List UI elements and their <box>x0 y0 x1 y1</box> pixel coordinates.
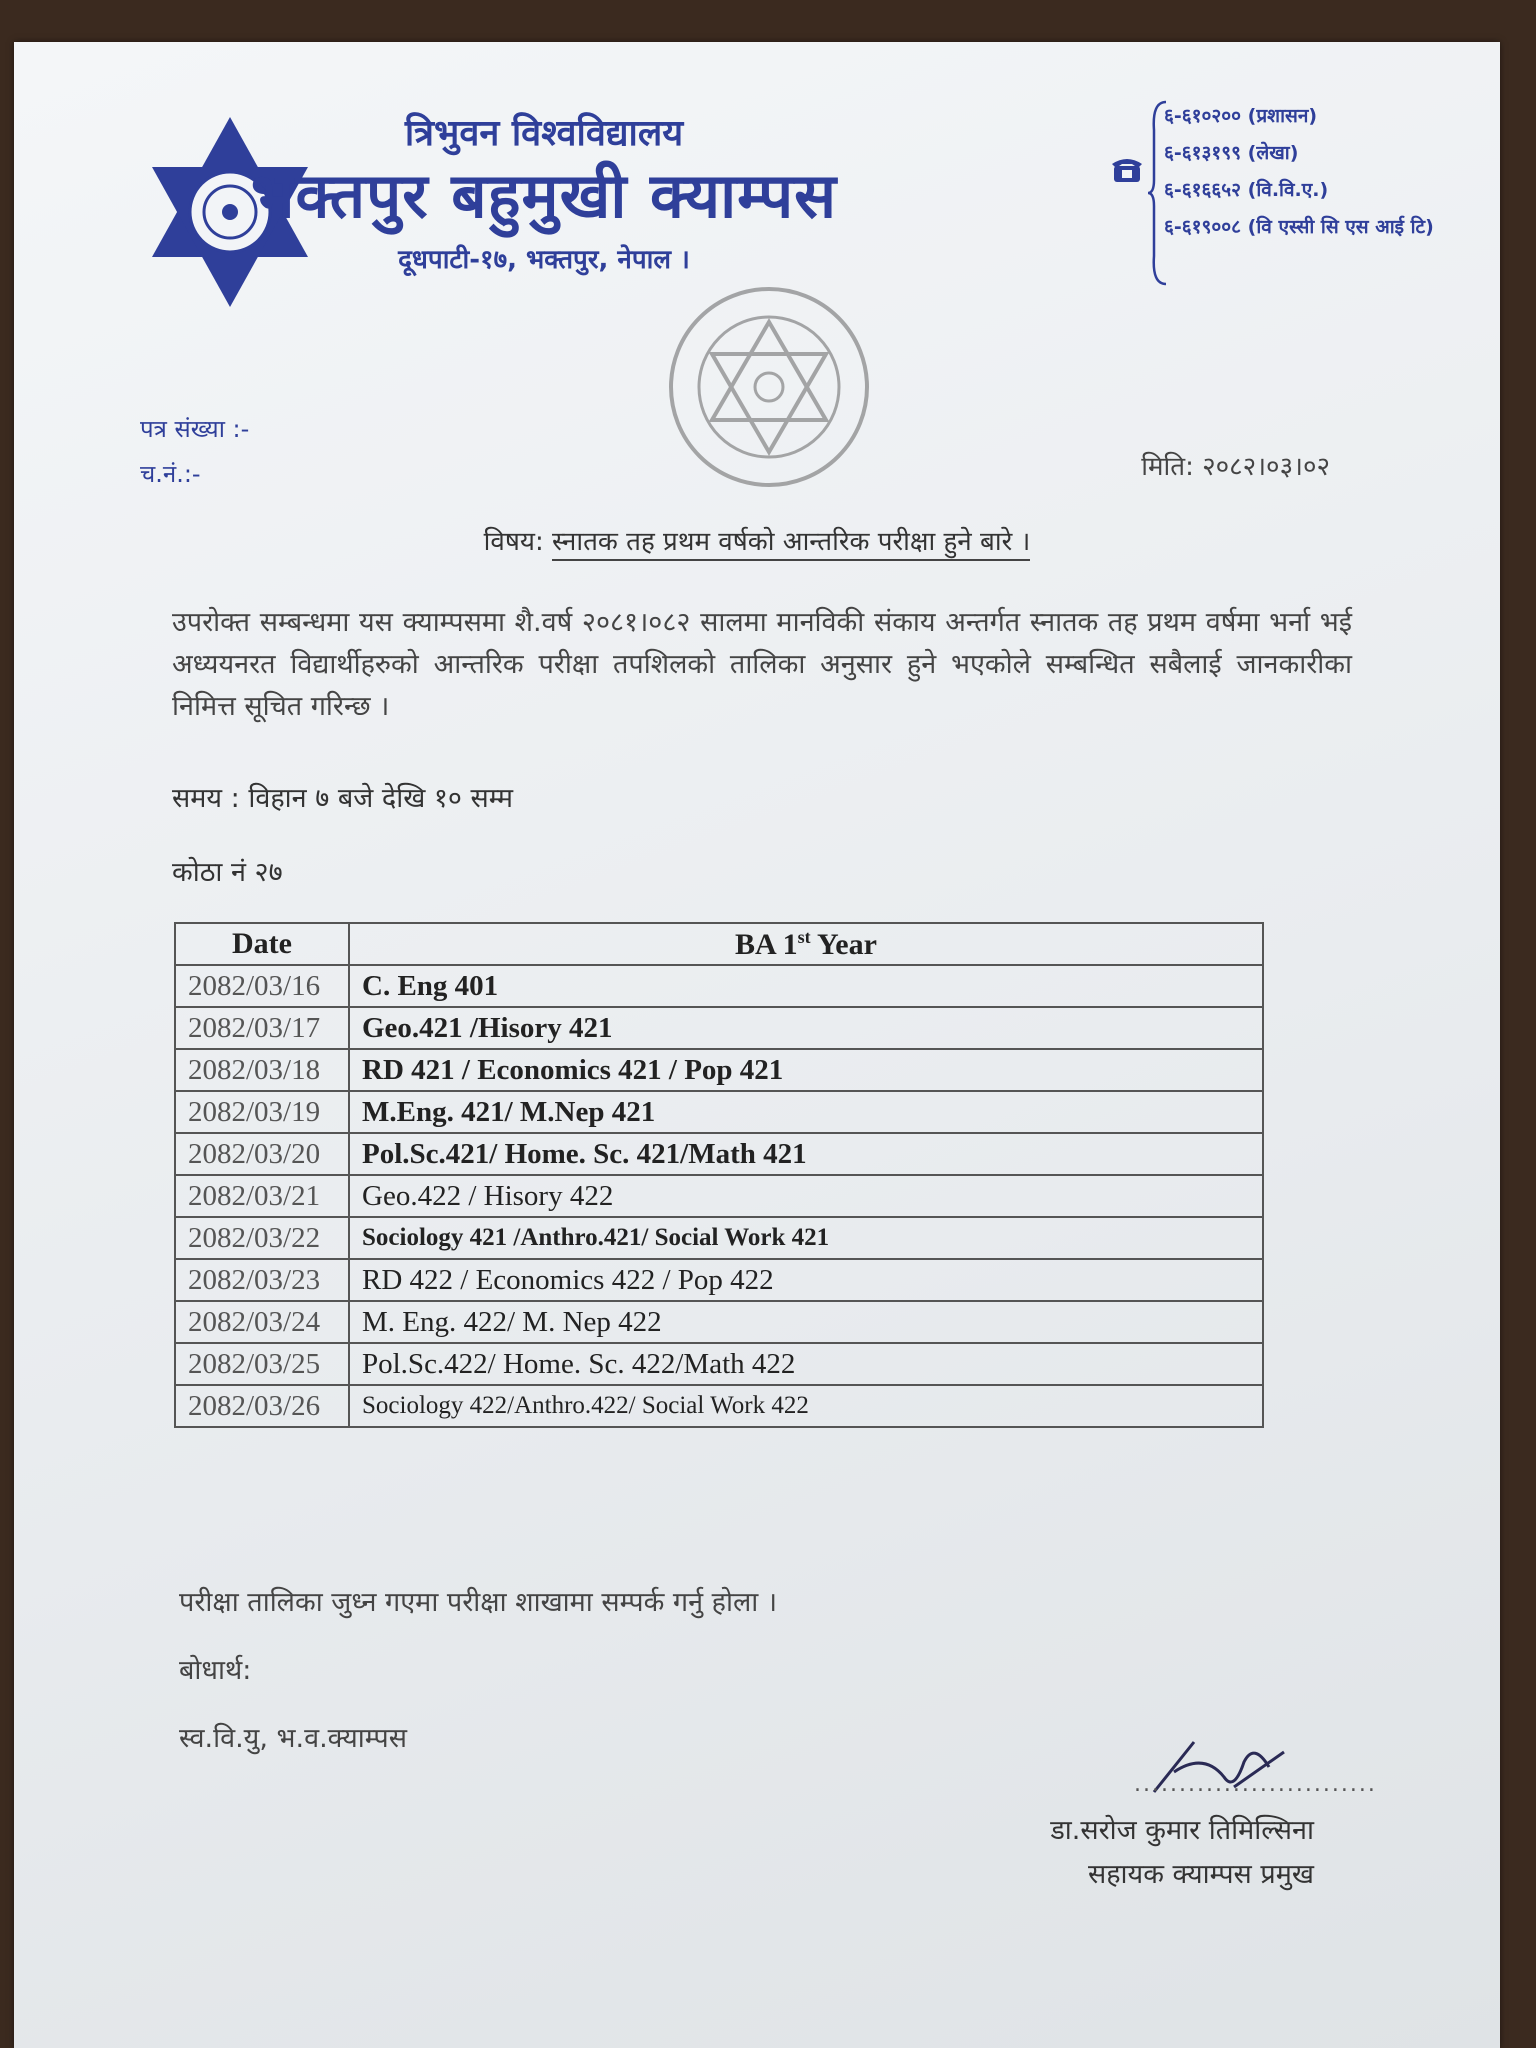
campus-name: भक्तपुर बहुमुखी क्याम्पस <box>250 159 838 232</box>
column-header-date: Date <box>175 923 349 965</box>
table-header-row <box>175 923 1263 965</box>
table-row <box>175 965 1263 1007</box>
table-row <box>175 1217 1263 1259</box>
column-header-course <box>349 923 1263 965</box>
row-subject: Geo.421 /Hisory 421 <box>349 1007 1263 1049</box>
subject-label: विषय: <box>483 527 544 557</box>
row-date: 2082/03/22 <box>175 1217 349 1259</box>
row-subject: RD 422 / Economics 422 / Pop 422 <box>349 1259 1263 1301</box>
table-row <box>175 1175 1263 1217</box>
phone-bba: ६-६१६६५२ (वि.वि.ए.) <box>1164 179 1329 201</box>
course-suffix: Year <box>816 927 877 961</box>
phone-list <box>1164 98 1434 246</box>
subject-text: स्नातक तह प्रथम वर्षको आन्तरिक परीक्षा हुने बारे । <box>552 527 1030 561</box>
row-date: 2082/03/25 <box>175 1343 349 1385</box>
table-row <box>175 1385 1263 1427</box>
table-row <box>175 1301 1263 1343</box>
letter-date: मिति: २०८२।०३।०२ <box>1141 452 1330 482</box>
letter-body: उपरोक्त सम्बन्धमा यस क्याम्पसमा शै.वर्ष २०८१।०८२ सालमा मानविकी संकाय अन्तर्गत स्नातक तह प्रथम वर्षमा भर्ना भई अध्ययनरत विद्यार्थीहरुको आन्तरिक परीक्षा तपशिलको तालिका अनुसार हुने भएकोले सम्बन्धित सबैलाई जानकारीका निमित्त सूचित गरिन्छ । <box>172 607 1352 722</box>
row-date: 2082/03/26 <box>175 1385 349 1427</box>
row-subject: M. Eng. 422/ M. Nep 422 <box>349 1301 1263 1343</box>
table-row <box>175 1049 1263 1091</box>
phone-bsccsit: ६-६१९००८ (वि एस्सी सि एस आई टि) <box>1164 216 1434 238</box>
signature-line: ........................... <box>1134 1772 1377 1797</box>
course-prefix: BA 1 <box>735 927 798 961</box>
cc-recipient: स्व.वि.यु, भ.व.क्याम्पस <box>179 1723 407 1754</box>
table-row <box>175 1091 1263 1133</box>
row-date: 2082/03/24 <box>175 1301 349 1343</box>
row-subject: RD 421 / Economics 421 / Pop 421 <box>349 1049 1263 1091</box>
table-row <box>175 1259 1263 1301</box>
phone-accounts: ६-६१३१९९ (लेखा) <box>1164 142 1299 164</box>
row-subject: Sociology 421 /Anthro.421/ Social Work 421 <box>349 1217 1263 1259</box>
exam-room: कोठा नं २७ <box>172 857 283 888</box>
schedule-clash-note: परीक्षा तालिका जुध्न गएमा परीक्षा शाखामा सम्पर्क गर्नु होला । <box>179 1587 778 1618</box>
exam-schedule-table <box>174 922 1264 1428</box>
row-subject: Sociology 422/Anthro.422/ Social Work 422 <box>349 1385 1263 1427</box>
reference-number-label: पत्र संख्या :- <box>140 415 250 443</box>
signer-title: सहायक क्याम्पस प्रमुख <box>1087 1859 1314 1890</box>
subject-line <box>14 522 1500 558</box>
row-subject: Geo.422 / Hisory 422 <box>349 1175 1263 1217</box>
university-name: त्रिभुवन विश्वविद्यालय <box>404 113 684 154</box>
row-date: 2082/03/16 <box>175 965 349 1007</box>
row-date: 2082/03/17 <box>175 1007 349 1049</box>
course-superscript: st <box>797 926 811 947</box>
row-date: 2082/03/20 <box>175 1133 349 1175</box>
row-subject: Pol.Sc.422/ Home. Sc. 422/Math 422 <box>349 1343 1263 1385</box>
exam-time: समय : विहान ७ बजे देखि १० सम्म <box>172 783 514 814</box>
dispatch-number-label: च.नं.:- <box>140 460 201 488</box>
telephone-icon <box>1110 152 1144 186</box>
phone-admin: ६-६१०२०० (प्रशासन) <box>1164 105 1318 127</box>
letter-paper <box>14 42 1500 2048</box>
row-subject: M.Eng. 421/ M.Nep 421 <box>349 1091 1263 1133</box>
row-date: 2082/03/23 <box>175 1259 349 1301</box>
signer-name: डा.सरोज कुमार तिमिल्सिना <box>1050 1815 1314 1846</box>
table-row <box>175 1007 1263 1049</box>
row-subject: C. Eng 401 <box>349 965 1263 1007</box>
row-date: 2082/03/19 <box>175 1091 349 1133</box>
row-date: 2082/03/18 <box>175 1049 349 1091</box>
campus-seal-icon <box>664 282 874 492</box>
table-row <box>175 1343 1263 1385</box>
row-subject: Pol.Sc.421/ Home. Sc. 421/Math 421 <box>349 1133 1263 1175</box>
table-row <box>175 1133 1263 1175</box>
cc-label: बोधार्थ: <box>179 1655 252 1686</box>
campus-address: दूधपाटी-१७, भक्तपुर, नेपाल । <box>398 245 690 275</box>
row-date: 2082/03/21 <box>175 1175 349 1217</box>
